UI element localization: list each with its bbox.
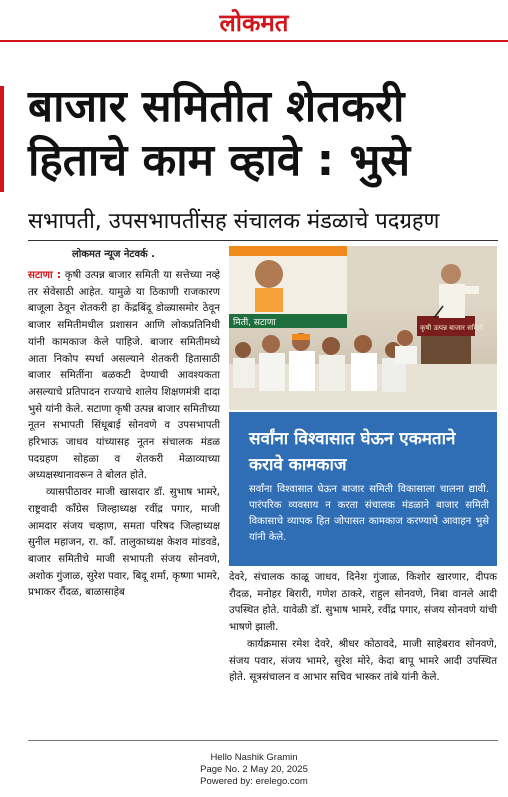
newspaper-logo: लोकमत (219, 9, 289, 37)
bottom-rule (28, 740, 498, 741)
photo-podium-text: कृषी उत्पन्न बाजार समिती (420, 324, 484, 332)
byline: लोकमत न्यूज नेटवर्क . (72, 249, 155, 260)
paragraph-1-text: कृषी उत्पन्न बाजार समिती या सत्तेच्या नव्हे तर सेवेसाठी आहेत. यामुळे या ठिकाणी राजकारण बाजूला ठेवून शेतकरी हा केंद्रबिंदू डोळ्यासमोर ठेवून बाजार समितीमधील प्रशासन आणि लोकप्रतिनिधी यांनी कामकाज केले पाहिजे. बाजार समितीमध्ये आता निकोप स्पर्धा असल्याने शेतकरी हितासाठी बाजार समितींना बळकटी देण्याची आवश्यकता असल्याचे प्रतिपादन राज्याचे शालेय शिक्षणमंत्री दादा भुसे यांनी केले. सटाणा कृषी उत्पन्न बाजार समितीच्या नूतन सभापती सिंधूबाई सोनवणे व उपसभापती हरिभाऊ जाधव यांच्यासह नूतन संचालक मंडळ पदग्रहण सोहळा व शेतकरी मेळाव्याच्या अध्यक्षस्थानावरून ते बोलत होते. (28, 270, 221, 482)
event-photo (229, 246, 497, 410)
article-paragraph-4: कार्यक्रमास रमेश देवरे, श्रीधर कोठावदे, माजी साहेबराव सोनवणे, संजय पवार, संजय भामरे, सुरेश मोरे, केदा बापू भामरे आदी उपस्थित होते. सूत्रसंचालन व आभार सचिव भास्कर तांबे यांनी केले. (229, 638, 497, 684)
subheadline: सभापती, उपसभापतींसह संचालक मंडळाचे पदग्रहण (28, 209, 440, 234)
article-paragraph-2: व्यासपीठावर माजी खासदार डॉ. सुभाष भामरे, राष्ट्रवादी काँग्रेस जिल्हाध्यक्ष रवींद्र पगार, माजी आमदार संजय चव्हाण, समता परिषद जिल्हाध्यक्ष सुनील महाजन, रा. काँ. तालुकाध्यक्ष केशव मांडवडे, बाजार समितीचे माजी सभापती संजय सोनवणे, अशोक गुंजाळ, सुरेश पवार, बिदू शर्मा, कृष्णा भामरे, प्रभाकर रौंदळ, बाळासाहेब (28, 487, 220, 599)
footer-powered-by[interactable]: Powered by: erelego.com (200, 776, 308, 787)
headline (28, 80, 498, 188)
highlight-title: सर्वांना विश्वासात घेऊन एकमताने करावे कामकाज (249, 429, 456, 475)
headline-line-2: हिताचे काम व्हावे : भुसे (28, 135, 411, 186)
event-photo-illustration (229, 246, 497, 410)
highlight-text: सर्वांना विश्वासात घेऊन बाजार समिती विकासाला चालना द्यावी. पारंपरिक व्यवसाय न करता संचालक मंडळाने बाजार समिती विकासाचे व्यापक हित जोपासत कामकाज करण्याचे आवाहन भुसे यांनी केले. (249, 484, 489, 543)
highlight-box (229, 412, 497, 566)
page-footer (0, 752, 508, 788)
footer-page-date: Page No. 2 May 20, 2025 (200, 764, 308, 775)
footer-edition: Hello Nashik Gramin (210, 752, 298, 763)
masthead-rule (0, 40, 508, 42)
article-column-right (229, 570, 497, 687)
article-column-left (28, 268, 220, 602)
photo-banner-text: मिती, सटाणा (233, 318, 276, 328)
headline-line-1: बाजार समितीत शेतकरी (28, 81, 405, 132)
article-paragraph-3: देवरे, संचालक काळू जाधव, दिनेश गुंजाळ, किशोर खारणार, दीपक रौदळ, मनोहर बिरारी, गणेश ठाकरे, राहुल सोनवणे, निबा वानले आदी उपस्थित होते. यावेळी डॉ. सुभाष भामरे, रवींद्र पगार, संजय सोनवणे यांची भाषणे झाली. (229, 572, 497, 634)
masthead (0, 6, 508, 36)
headline-rule (28, 240, 498, 241)
article-paragraph-1 (28, 268, 220, 485)
headline-accent-bar (0, 86, 4, 192)
dateline: सटाणा : (28, 270, 61, 281)
